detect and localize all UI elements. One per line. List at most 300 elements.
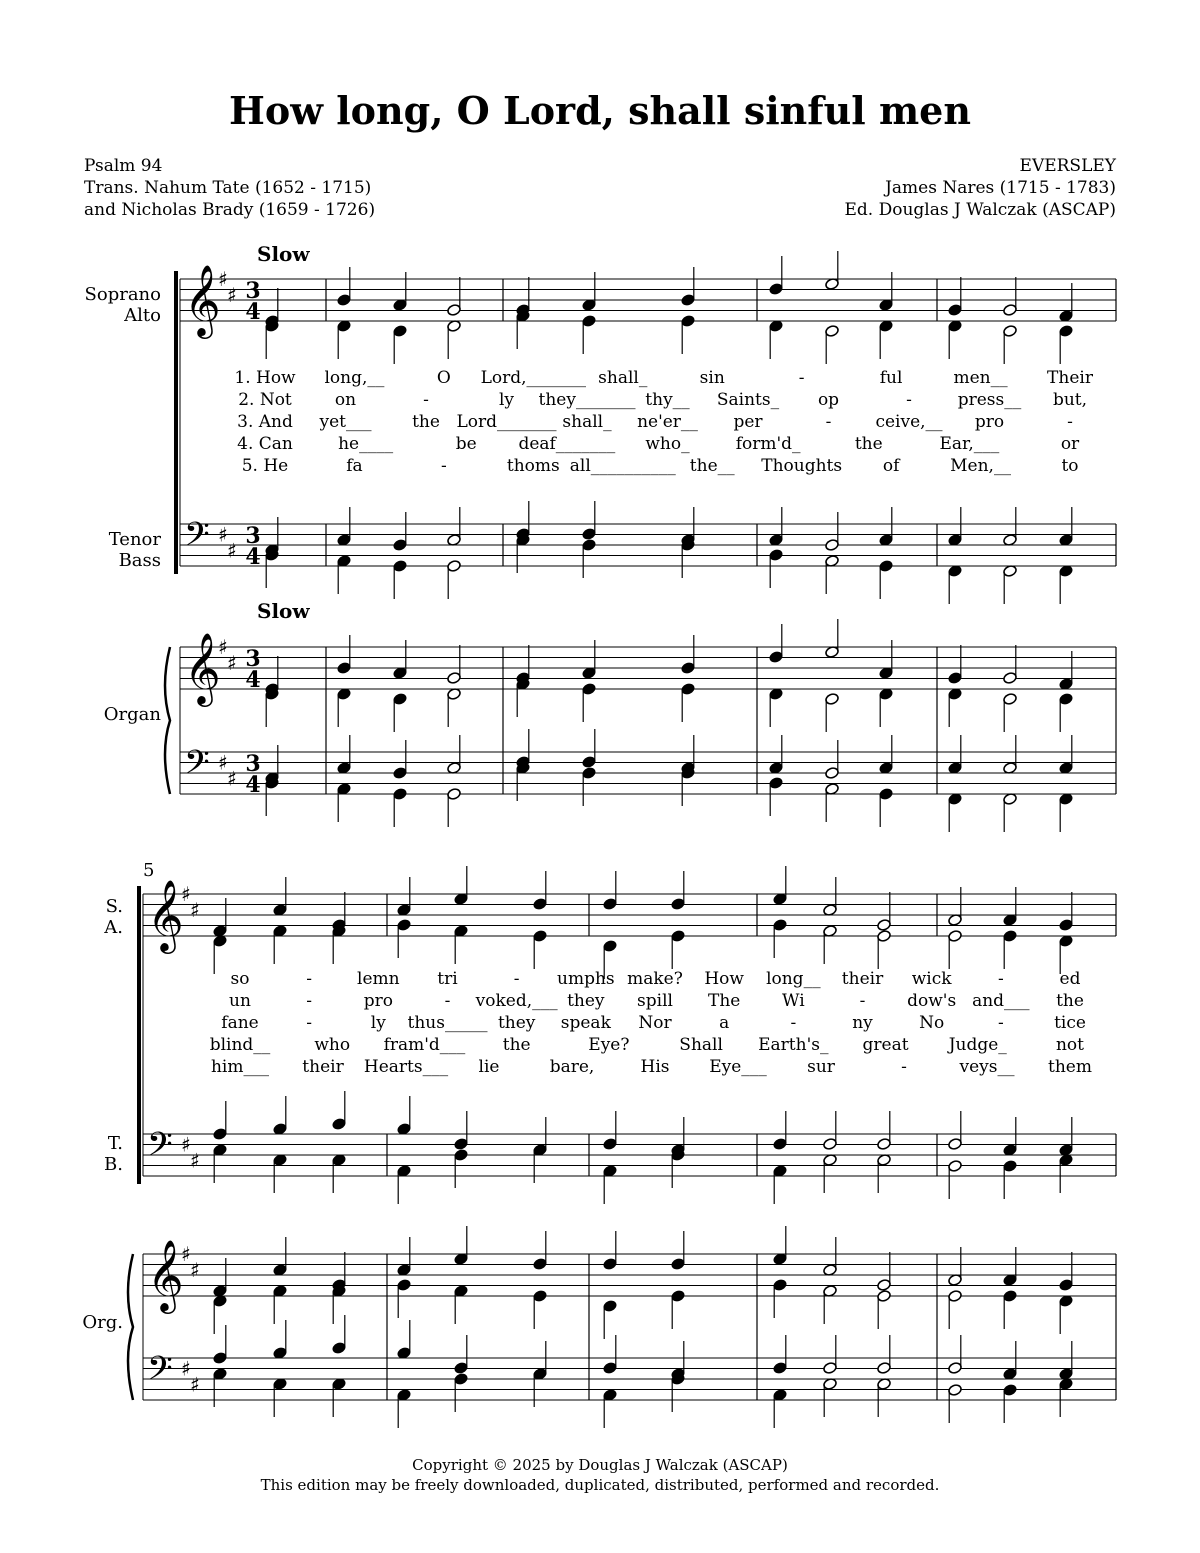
organ-rh-note [825,692,840,732]
soprano-note [332,892,347,932]
alto-note [273,924,288,964]
lyric-syllable: op [817,390,840,410]
organ-rh-note [1059,692,1074,732]
alto-note [1003,929,1018,969]
soprano-note [337,267,352,307]
bass-note [603,1164,618,1204]
organ-lh-note [769,776,784,816]
lyric-syllable: blind__ [209,1035,271,1055]
soprano-note [397,877,412,917]
bass-note [213,1143,228,1183]
lyric-syllable: - [997,1013,1004,1033]
soprano-note [603,871,618,911]
organ-lh-note [773,1335,788,1375]
sharp-icon: ♯ [218,522,228,547]
soprano-note [1003,277,1018,317]
tenor-note [454,1111,469,1151]
tenor-note [447,507,462,547]
sharp-icon: ♯ [227,538,237,563]
lyric-syllable: - [423,390,429,410]
license-line: This edition may be freely downloaded, duplicated, distributed, performed and recorded. [260,1476,940,1494]
organ-lh-note [1059,735,1074,775]
soprano-note [273,877,288,917]
soprano-note [516,277,531,317]
lyric-syllable: shall_ [562,412,612,432]
staff-label-tenor: Tenor [108,529,161,550]
lyric-syllable: Wi [782,991,805,1011]
lyric-syllable: - [790,1013,797,1033]
lyric-syllable: lie [478,1057,500,1077]
tenor-note [337,507,352,547]
soprano-note [393,272,408,312]
organ-rh-note [773,1226,788,1266]
lyric-syllable: - [306,969,313,989]
organ-lh-note [582,766,597,806]
bass-clef-icon: 𝄢 [184,516,210,562]
organ-brace [165,647,170,794]
tenor-note [1059,1117,1074,1157]
sharp-icon: ♯ [181,1242,191,1266]
lyric-syllable: ly [498,390,515,410]
lyric-syllable: Saints_ [716,390,780,410]
organ-lh-note [948,735,963,775]
tenor-note [393,512,408,552]
staff-label-soprano: Soprano [84,284,161,305]
lyrics-system-1 [234,368,1093,476]
lyric-syllable: their [841,969,884,989]
lyric-syllable: 2. Not [238,390,292,410]
lyric-syllable: on [334,390,357,410]
organ-lh-note [671,1372,686,1412]
organ-lh-note [533,1367,548,1407]
lyric-syllable: How [704,969,744,989]
organ-lh-note [1059,1341,1074,1381]
sharp-icon: ♯ [227,282,237,307]
credit-line: EVERSLEY [1019,156,1116,176]
sharp-icon: ♯ [227,650,237,675]
treble-clef-icon: 𝄞 [147,878,184,951]
time-signature-digit: 4 [245,772,261,798]
tenor-note [825,512,840,552]
sharp-icon: ♯ [181,1132,191,1157]
organ-lh-note [393,787,408,827]
organ-rh-note [397,1237,412,1277]
lyric-syllable: or [1060,434,1080,454]
bass-note [1059,564,1074,604]
organ-rh-note [773,1278,788,1318]
lyric-syllable: shall_ [598,368,648,388]
organ-lh-note [213,1367,228,1407]
organ-lh-note [948,792,963,832]
tempo-marking-organ: Slow [257,599,310,623]
bass-note [454,1148,469,1188]
organ-lh-note [1003,1383,1018,1423]
tenor-note [823,1111,838,1151]
organ-rh-note [948,1289,963,1329]
bass-note [671,1148,686,1188]
lyric-syllable: wick [911,969,952,989]
alto-note [582,314,597,354]
tenor-note [948,1111,963,1151]
organ-rh-note [454,1284,469,1324]
bass-note [393,559,408,599]
lyric-syllable: to [1061,456,1079,476]
staff-label-t: T. [107,1133,123,1154]
lyric-syllable: - [906,390,912,410]
measure-number: 5 [143,860,155,881]
tenor-note [213,1101,228,1141]
organ-rh-note [1059,1252,1074,1292]
lyric-syllable: ne'er__ [637,412,698,432]
lyric-syllable: Lord,_______ [480,368,587,388]
organ-rh-note [273,1284,288,1324]
lyric-syllable: them [1048,1057,1092,1077]
organ-rh-note [533,1231,548,1271]
organ-rh-note [769,687,784,727]
organ-lh-note [769,735,784,775]
organ-lh-note [1003,792,1018,832]
lyric-syllable: the [854,434,883,454]
organ-rh-note [825,619,840,659]
bass-note [332,1153,347,1193]
lyric-syllable: un [229,991,251,1011]
organ-lh-note [516,761,531,801]
bass-note [1059,1153,1074,1193]
sharp-icon: ♯ [227,766,237,791]
lyric-syllable: ny [852,1013,873,1033]
organ-brace [128,1254,133,1400]
tenor-note [273,1096,288,1136]
lyric-syllable: the [502,1035,531,1055]
soprano-note [769,256,784,296]
soprano-note [447,277,462,317]
lyric-syllable: their [302,1057,344,1077]
bass-note [273,1153,288,1193]
organ-lh-note [516,729,531,769]
time-signature-digit: 3 [245,523,261,549]
organ-rh-note [879,640,894,680]
organ-lh-note [337,735,352,775]
organ-lh-note [825,782,840,822]
tenor-note [769,507,784,547]
time-signature-digit: 4 [245,667,261,693]
lyric-syllable: deaf_______ [518,434,616,454]
soprano-note [879,272,894,312]
lyric-syllable: - [825,412,832,432]
soprano-note [948,887,963,927]
sharp-icon: ♯ [218,750,228,775]
system-2-organ-lower-staff [143,1358,1116,1400]
sharp-icon: ♯ [218,635,228,659]
organ-rh-note [337,635,352,675]
bass-clef-icon: 𝄢 [147,1126,173,1172]
lyric-syllable: Men,__ [950,456,1011,476]
tenor-note [1003,1117,1018,1157]
alto-note [447,319,462,359]
alto-note [393,324,408,364]
alto-note [337,319,352,359]
alto-note [948,929,963,969]
tenor-note [516,501,531,541]
lyric-syllable: ceive,__ [875,412,943,432]
sharp-icon: ♯ [181,1356,191,1381]
organ-rh-note [877,1289,892,1329]
lyric-syllable: long,__ [324,368,385,388]
lyric-syllable: be [455,434,477,454]
lyric-syllable: sur [807,1057,835,1077]
bass-clef-icon: 𝄢 [147,1350,173,1396]
lyric-syllable: 4. Can [237,434,293,454]
soprano-note [948,277,963,317]
system-1-organ-lower-staff [180,752,1116,794]
lyric-syllable: pro [363,991,393,1011]
credit-line: James Nares (1715 - 1783) [885,178,1116,198]
alto-note [265,319,280,359]
alto-note [825,324,840,364]
staff-label-organ: Organ [103,704,161,725]
tenor-note [603,1111,618,1151]
sharp-icon: ♯ [181,882,191,906]
treble-clef-icon: 𝄞 [147,1238,184,1311]
alto-note [671,929,686,969]
lyric-syllable: His [640,1057,670,1077]
tenor-note [773,1111,788,1151]
alto-note [769,319,784,359]
lyric-syllable: Their [1047,368,1093,388]
organ-lh-note [603,1335,618,1375]
bass-note [825,554,840,594]
bass-note [516,533,531,573]
lyric-syllable: form'd_ [735,434,801,454]
organ-rh-note [1003,1289,1018,1329]
organ-lh-note [948,1383,963,1423]
bass-note [877,1153,892,1193]
organ-rh-note [603,1299,618,1339]
alto-note [454,924,469,964]
lyric-syllable: thoms [506,456,560,476]
organ-rh-note [681,635,696,675]
organ-lh-note [397,1320,412,1360]
soprano-note [213,898,228,938]
lyric-syllable: so [230,969,250,989]
credit-line: Psalm 94 [84,156,163,176]
soprano-note [533,871,548,911]
bass-note [337,554,352,594]
organ-rh-note [681,682,696,722]
lyric-syllable: Eye___ [709,1057,767,1077]
organ-rh-note [516,677,531,717]
tenor-note [877,1111,892,1151]
lyric-syllable: - [513,969,520,989]
organ-lh-note [823,1377,838,1417]
organ-rh-note [769,624,784,664]
bass-note [879,559,894,599]
staff-label-a: A. [104,917,123,938]
organ-lh-note [1059,1377,1074,1417]
organ-lh-note [447,735,462,775]
soprano-note [454,866,469,906]
sharp-icon: ♯ [190,1148,200,1173]
lyric-syllable: ful [879,368,903,388]
organ-lh-note [879,735,894,775]
lyric-syllable: Earth's_ [758,1035,829,1055]
bass-note [948,564,963,604]
alto-note [1003,324,1018,364]
lyric-syllable: spill [637,991,673,1011]
organ-rh-note [393,640,408,680]
bass-note [397,1164,412,1204]
lyric-syllable: Thoughts [761,456,843,476]
system-2-tenor-bass-staff [143,1134,1116,1176]
alto-note [773,918,788,958]
system-1-tenor-bass-staff [180,524,1116,566]
tempo-marking: Slow [257,242,310,266]
bass-note [823,1153,838,1193]
tenor-note [397,1096,412,1136]
lyric-syllable: fram'd___ [383,1035,466,1055]
lyric-syllable: not [1055,1035,1085,1055]
staff-label-s: S. [105,896,123,917]
organ-rh-note [1003,645,1018,685]
organ-rh-note [265,687,280,727]
bass-note [681,538,696,578]
organ-lh-note [825,740,840,780]
lyric-syllable: per [733,412,763,432]
organ-rh-note [948,1247,963,1287]
bass-note [265,548,280,588]
organ-lh-note [823,1335,838,1375]
soprano-note [825,251,840,291]
organ-rh-note [516,645,531,685]
lyric-syllable: Ear,___ [939,434,1000,454]
lyric-syllable: sin [699,368,725,388]
organ-rh-note [273,1237,288,1277]
alto-note [681,314,696,354]
organ-lh-note [582,729,597,769]
lyric-syllable: they_______ [538,390,636,410]
lyric-syllable: - [859,991,866,1011]
organ-rh-note [823,1284,838,1324]
organ-lh-note [1003,1341,1018,1381]
lyric-syllable: pro [974,412,1005,432]
alto-note [879,319,894,359]
organ-lh-note [879,787,894,827]
bass-note [769,548,784,588]
lyric-syllable: ly [370,1013,386,1033]
sharp-icon: ♯ [218,267,228,291]
system-2-organ-upper-staff [143,1254,1116,1296]
lyric-syllable: thus_____ [407,1013,488,1033]
lyric-syllable: Eye? [588,1035,630,1055]
system-1-soprano-alto-staff [180,279,1116,321]
organ-lh-note [1059,792,1074,832]
lyric-syllable: but, [1052,390,1088,410]
organ-lh-note [454,1335,469,1375]
soprano-note [877,892,892,932]
alto-note [397,918,412,958]
bass-note [948,1159,963,1199]
time-signature-digit: 3 [245,751,261,777]
lyric-syllable: - [798,368,805,388]
lyric-syllable: umphs [557,969,615,989]
tenor-note [948,507,963,547]
organ-lh-note [681,766,696,806]
organ-rh-note [879,687,894,727]
organ-lh-note [332,1377,347,1417]
bass-clef-icon: 𝄢 [184,744,210,790]
lyric-syllable: Judge_ [948,1035,1007,1055]
bass-note [1003,564,1018,604]
organ-lh-note [773,1388,788,1428]
lyric-syllable: they [567,991,605,1011]
time-signature-digit: 4 [245,544,261,570]
lyric-syllable: bare, [549,1057,595,1077]
organ-rh-note [213,1258,228,1298]
lyric-syllable: thy__ [645,390,690,410]
time-signature-digit: 4 [245,299,261,325]
organ-rh-note [877,1252,892,1292]
organ-lh-note [337,782,352,822]
soprano-note [582,272,597,312]
organ-rh-note [948,687,963,727]
lyric-syllable: the__ [689,456,735,476]
staff-label-org: Org. [82,1312,123,1333]
organ-lh-note [265,776,280,816]
organ-rh-note [447,645,462,685]
lyric-syllable: make? [627,969,683,989]
bass-note [1003,1159,1018,1199]
lyric-syllable: - [306,991,313,1011]
organ-lh-note [273,1377,288,1417]
organ-rh-note [393,692,408,732]
lyric-syllable: 3. And [237,412,293,432]
time-signature-digit: 3 [245,278,261,304]
tenor-note [879,507,894,547]
lyric-syllable: the [412,412,440,432]
lyric-syllable: Hearts___ [363,1057,449,1077]
lyric-syllable: - [306,1013,313,1033]
system-1-organ-upper-staff [180,647,1116,689]
sharp-icon: ♯ [190,897,200,922]
organ-lh-note [397,1388,412,1428]
lyric-syllable: and___ [972,991,1030,1011]
copyright-line: Copyright © 2025 by Douglas J Walczak (ASCAP) [412,1456,788,1474]
alto-note [516,309,531,349]
soprano-note [1059,283,1074,323]
footer [0,1455,1200,1495]
tenor-note [582,501,597,541]
alto-note [948,319,963,359]
organ-lh-note [273,1320,288,1360]
lyric-syllable: speak [560,1013,611,1033]
lyric-syllable: dow's [907,991,957,1011]
alto-note [1059,324,1074,364]
lyric-syllable: press__ [957,390,1022,410]
lyric-syllable: voked,___ [475,991,558,1011]
soprano-note [1003,887,1018,927]
organ-rh-note [671,1289,686,1329]
lyric-syllable: O [436,368,451,388]
staff-label-alto: Alto [124,305,161,326]
lyrics-system-2 [210,969,1092,1077]
lyric-syllable: tice [1054,1013,1086,1033]
lyric-syllable: who_ [645,434,690,454]
organ-rh-note [1059,651,1074,691]
organ-rh-note [397,1278,412,1318]
lyric-syllable: fane [221,1013,259,1033]
lyric-syllable: fa [346,456,363,476]
lyric-syllable: ed [1059,969,1081,989]
